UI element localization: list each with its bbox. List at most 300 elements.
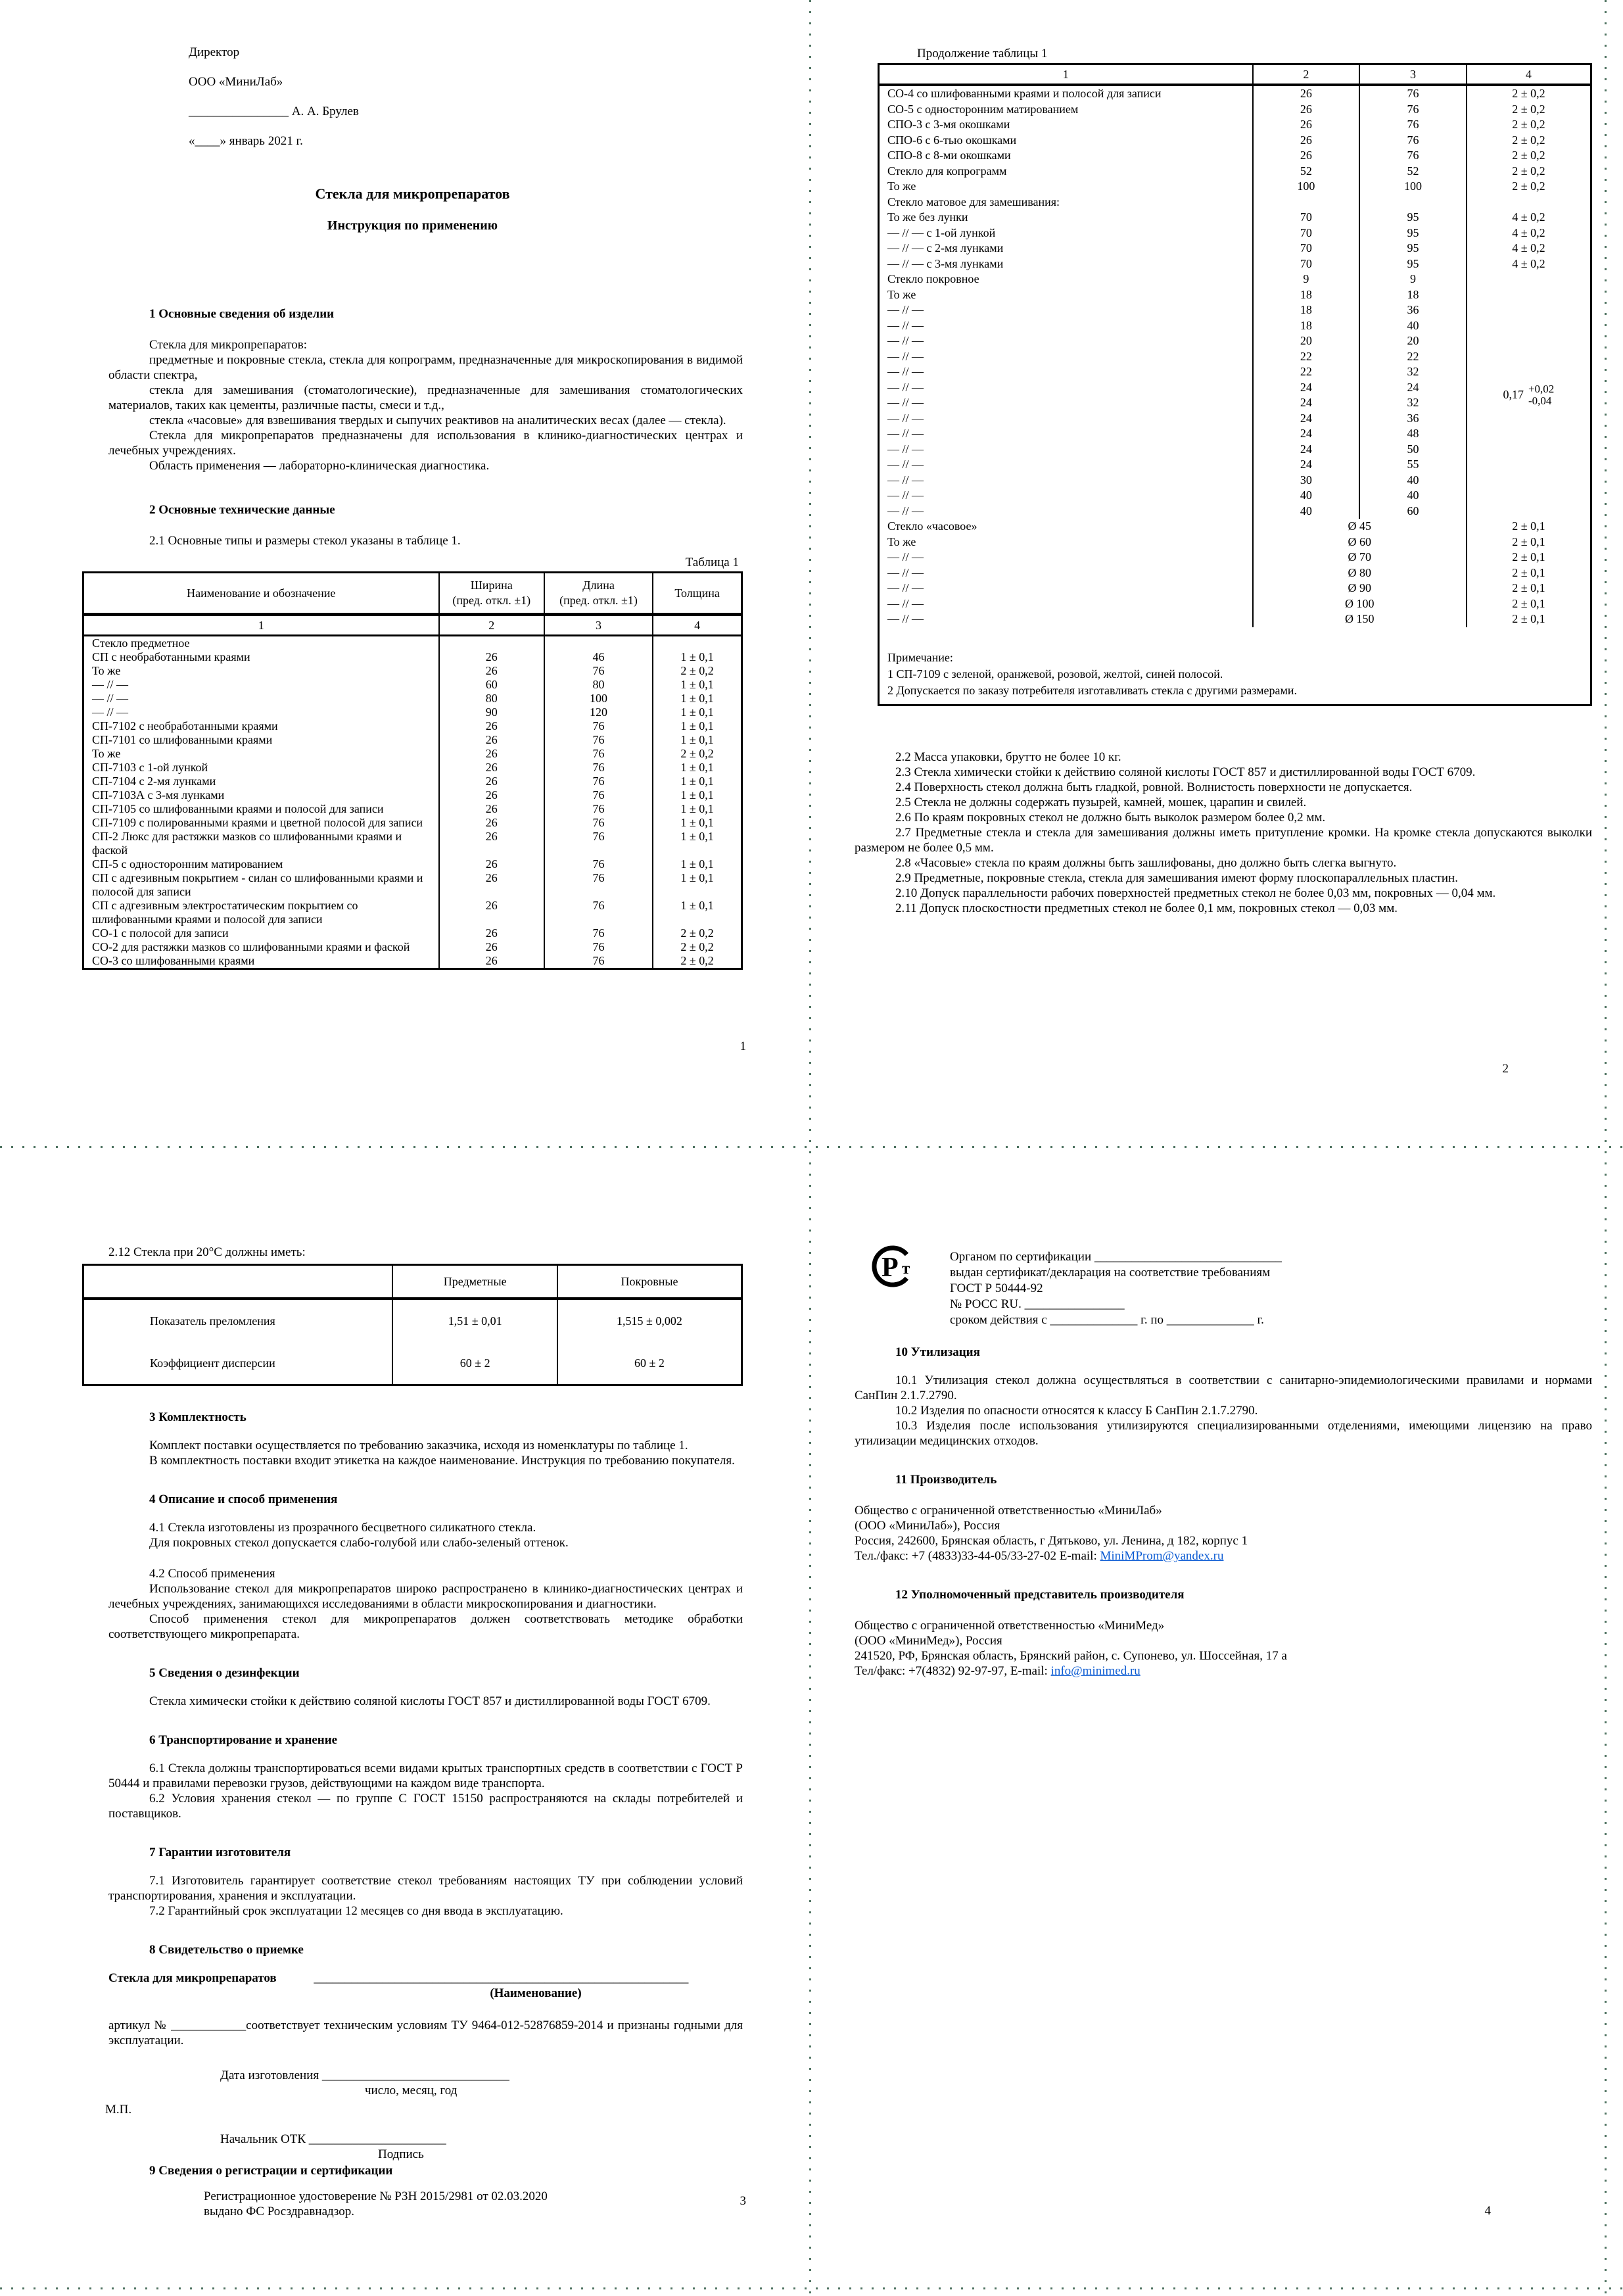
table-cell: То же xyxy=(92,747,121,760)
table-cell: 76 xyxy=(544,926,653,940)
table-cell xyxy=(1359,195,1467,210)
cert-line: сроком действия с ______________ г. по ______________ г. xyxy=(950,1313,1264,1327)
table-cell: 24 xyxy=(1253,457,1360,473)
table-header-row xyxy=(83,1265,742,1299)
table-cell: 9 xyxy=(1359,272,1467,287)
date-hint-label: число, месяц, год xyxy=(365,2084,458,2097)
table-row xyxy=(83,1299,742,1342)
table-row xyxy=(879,195,1591,210)
table-cell: 24 xyxy=(1253,426,1360,442)
table-cell: 52 xyxy=(1359,164,1467,179)
table-cell: Стекло предметное xyxy=(92,636,190,650)
table-cell: 2 ± 0,2 xyxy=(1467,179,1591,195)
table-cell: Стекло матовое для замешивания: xyxy=(887,195,1060,208)
table-cell: 2 ± 0,2 xyxy=(653,747,741,761)
table-row xyxy=(879,256,1591,272)
table-cell: 18 xyxy=(1253,318,1360,334)
table-cell: — // — xyxy=(887,458,924,471)
manufacturer-contact-line xyxy=(855,1548,1592,1564)
approval-director: Директор xyxy=(189,45,240,59)
table-cell: 32 xyxy=(1359,364,1467,380)
table-cell: 1 ± 0,1 xyxy=(653,761,741,775)
approval-company: ООО «МиниЛаб» xyxy=(189,75,283,89)
table-cell: 4 ± 0,2 xyxy=(1467,226,1591,241)
table-row xyxy=(879,581,1591,596)
paragraph-2-12: 2.12 Стекла при 20°С должны иметь: xyxy=(108,1245,306,1259)
table-cell: 26 xyxy=(439,816,544,830)
table-row xyxy=(83,636,742,651)
table-cell: 2 ± 0,2 xyxy=(1467,133,1591,149)
table-cell: 55 xyxy=(1359,457,1467,473)
table-cell: 2 ± 0,2 xyxy=(653,926,741,940)
paragraph: 2.1 Основные типы и размеры стекол указаны в таблице 1. xyxy=(149,534,461,548)
table-cell: — // — xyxy=(887,411,924,425)
table-cell: 40 xyxy=(1253,488,1360,504)
table-cell: 2 ± 0,2 xyxy=(653,954,741,969)
table-cell xyxy=(439,636,544,651)
paragraph: В комплектность поставки входит этикетка на каждое наименование. Инструкция по требованию покупателя. xyxy=(149,1454,735,1468)
otk-chief-line: Начальник ОТК ______________________ xyxy=(220,2132,446,2146)
table-cell: 1 ± 0,1 xyxy=(653,719,741,733)
registration-certificate-line: Регистрационное удостоверение № РЗН 2015/2981 от 02.03.2020 xyxy=(204,2189,548,2203)
table-cell: 76 xyxy=(544,747,653,761)
section-11-heading: 11 Производитель xyxy=(895,1473,997,1487)
table-cell: 90 xyxy=(439,706,544,719)
page-1 xyxy=(82,37,743,970)
table-cell: 70 xyxy=(1253,256,1360,272)
table-cell xyxy=(1253,195,1360,210)
table-cell: 26 xyxy=(1253,133,1360,149)
table-cell: СПО-3 с 3-мя окошками xyxy=(887,118,1010,131)
column-header-line: Ширина xyxy=(470,579,513,592)
table-cell: 20 xyxy=(1253,333,1360,349)
table-cell: — // — с 3-мя лунками xyxy=(887,256,1004,270)
table-cell: 26 xyxy=(439,830,544,857)
table-cell: 76 xyxy=(544,830,653,857)
approval-block xyxy=(189,37,743,156)
table-cell: 100 xyxy=(544,692,653,706)
table-cell: 2 ± 0,2 xyxy=(1467,117,1591,133)
table-row xyxy=(83,871,742,899)
table-cell: 76 xyxy=(1359,102,1467,118)
table-cell: 1 ± 0,1 xyxy=(653,857,741,871)
table-cell: 0,17 +0,02 -0,04 xyxy=(1467,272,1591,519)
table-cell: СП-2 Люкс для растяжки мазков со шлифованными краями и фаской xyxy=(92,830,402,857)
product-name-line xyxy=(108,1971,743,1986)
table-cell: СО-4 со шлифованными краями и полосой для записи xyxy=(887,87,1162,100)
representative-line: Общество с ограниченной ответственностью «МиниМед» xyxy=(855,1619,1165,1633)
table-cell: — // — xyxy=(887,612,924,625)
table-cell: — // — с 1-ой лункой xyxy=(887,226,996,239)
table-cell: 26 xyxy=(1253,85,1360,102)
representative-line: 241520, РФ, Брянская область, Брянский район, с. Супонево, ул. Шоссейная, 17 а xyxy=(855,1649,1287,1663)
svg-text:Р: Р xyxy=(882,1253,899,1283)
table-row xyxy=(83,816,742,830)
table-cell: 1 ± 0,1 xyxy=(653,733,741,747)
page-number-2: 2 xyxy=(1502,1062,1509,1076)
table-row xyxy=(879,627,1591,706)
column-header: Наименование и обозначение xyxy=(83,573,439,615)
table-cell: СП-7103 с 1-ой лункой xyxy=(92,761,208,774)
certification-block xyxy=(855,1220,1592,1345)
table-cell: 76 xyxy=(544,733,653,747)
manufacture-date-line: Дата изготовления ______________________________ xyxy=(220,2069,509,2082)
table-row xyxy=(83,899,742,926)
paragraph: Стекла химически стойки к действию соляной кислоты ГОСТ 857 и дистиллированной воды ГОСТ 6709. xyxy=(149,1694,711,1708)
table-cell: 26 xyxy=(439,775,544,788)
table-cell: 40 xyxy=(1253,504,1360,519)
table-cell: 76 xyxy=(1359,148,1467,164)
column-header: Предметные xyxy=(392,1265,557,1299)
table-cell: 2 ± 0,1 xyxy=(1467,565,1591,581)
table-cell: То же xyxy=(887,179,916,193)
table-cell: Стекло для копрограмм xyxy=(887,164,1007,178)
paragraph: 10.1 Утилизация стекол должна осуществляться в соответствии с санитарно-эпидемиологическими правилами и нормами СанПин 2.1.7.2790. xyxy=(855,1374,1592,1402)
manufacturer-line: Россия, 242600, Брянская область, г Дятьково, ул. Ленина, д 182, корпус 1 xyxy=(855,1534,1248,1548)
paragraph: Способ применения стекол для микропрепаратов должен соответствовать методике обработки соответствующего микропрепарата. xyxy=(108,1612,743,1641)
table-cell: Коэффициент дисперсии xyxy=(150,1356,275,1370)
article-paragraph: артикул № ____________соответствует техническим условиям ТУ 9464-012-52876859-2014 и признаны годными для эксплуатации. xyxy=(108,2019,743,2047)
table-cell: 26 xyxy=(439,650,544,664)
document-subtitle: Инструкция по применению xyxy=(327,218,498,233)
table-cell: 40 xyxy=(1359,473,1467,489)
table-cell: СО-2 для растяжки мазков со шлифованными краями и фаской xyxy=(92,940,410,953)
paragraph: 7.2 Гарантийный срок эксплуатации 12 месяцев со дня ввода в эксплуатацию. xyxy=(149,1904,563,1918)
section-9-heading: 9 Сведения о регистрации и сертификации xyxy=(149,2164,393,2178)
table-row xyxy=(83,747,742,761)
column-header xyxy=(439,573,544,615)
table-cell: 26 xyxy=(1253,117,1360,133)
representative-email-link[interactable]: info@minimed.ru xyxy=(1050,1664,1141,1678)
table-cell: То же xyxy=(887,287,916,301)
table-cell: — // — xyxy=(887,550,924,563)
table-header-row xyxy=(83,573,742,615)
name-hint-label: (Наименование) xyxy=(490,1986,582,2000)
column-number: 1 xyxy=(83,615,439,636)
table-cell: 24 xyxy=(1359,380,1467,396)
table-cell: 2 ± 0,2 xyxy=(653,664,741,678)
table-cell: 22 xyxy=(1359,349,1467,365)
table-cell: 1 ± 0,1 xyxy=(653,816,741,830)
table-cell: 76 xyxy=(544,775,653,788)
table-row xyxy=(879,226,1591,241)
table-cell: 1 ± 0,1 xyxy=(653,678,741,692)
paragraph: 2.11 Допуск плоскостности предметных стекол не более 0,1 мм, покровных стекол — 0,03 мм. xyxy=(895,901,1398,915)
table-cell: 2 ± 0,1 xyxy=(1467,596,1591,612)
section-6-heading: 6 Транспортирование и хранение xyxy=(149,1733,338,1747)
table-cell: 1 ± 0,1 xyxy=(653,706,741,719)
table-row xyxy=(879,133,1591,149)
paragraph: 6.2 Условия хранения стекол — по группе С ГОСТ 15150 распространяются на склады потребителей и поставщиков. xyxy=(108,1792,743,1821)
table-cell: — // — xyxy=(887,473,924,487)
table-cell: — // — xyxy=(887,303,924,316)
table-cell: 2 ± 0,1 xyxy=(1467,535,1591,550)
table-cell: — // — xyxy=(887,427,924,440)
table-1-glass-types xyxy=(82,571,743,970)
table-cell: — // — xyxy=(92,706,129,719)
paragraph: 10.2 Изделия по опасности относятся к классу Б СанПин 2.1.7.2790. xyxy=(895,1404,1258,1418)
manufacturer-contact-prefix: Тел./факс: +7 (4833)33-44-05/33-27-02 E-mail: xyxy=(855,1549,1100,1563)
paragraph: стекла «часовые» для взвешивания твердых и сыпучих реактивов на аналитических весах (далее — стекла). xyxy=(149,414,726,427)
cert-line: ГОСТ Р 50444-92 xyxy=(950,1281,1043,1295)
page-4 xyxy=(855,1220,1592,1679)
table-cell: 22 xyxy=(1253,349,1360,365)
column-header: Толщина xyxy=(653,573,741,615)
table-cell: 2 ± 0,1 xyxy=(1467,611,1591,627)
table-row xyxy=(83,830,742,857)
paragraph: 2.3 Стекла химически стойки к действию соляной кислоты ГОСТ 857 и дистиллированной воды ГОСТ 6709. xyxy=(895,765,1476,779)
table-cell: 120 xyxy=(544,706,653,719)
section-7-heading: 7 Гарантии изготовителя xyxy=(149,1846,291,1859)
paragraph: Стекла для микропрепаратов: xyxy=(149,338,308,352)
table-cell: 4 ± 0,2 xyxy=(1467,256,1591,272)
table-cell: 24 xyxy=(1253,380,1360,396)
paragraph: Область применения — лабораторно-клиническая диагностика. xyxy=(149,459,490,473)
approval-signature-line: ________________ А. А. Брулев xyxy=(189,105,359,118)
table-cell: СПО-6 с 6-тью окошками xyxy=(887,133,1017,147)
table-cell: 1 ± 0,1 xyxy=(653,775,741,788)
table-cell: СО-3 со шлифованными краями xyxy=(92,954,255,967)
table-1-continuation xyxy=(878,63,1592,706)
table-row xyxy=(879,102,1591,118)
table-row xyxy=(83,650,742,664)
table-row xyxy=(879,535,1591,550)
table-cell: 26 xyxy=(1253,148,1360,164)
column-header-line: Длина xyxy=(582,579,615,592)
table-cell: — // — xyxy=(887,318,924,332)
cutline-vertical-center xyxy=(809,0,811,2296)
paragraph: Для покровных стекол допускается слабо-голубой или слабо-зеленый оттенок. xyxy=(149,1536,569,1550)
cutline-vertical-right xyxy=(1605,0,1607,2296)
table-cell: 2 ± 0,2 xyxy=(1467,85,1591,102)
table-cell: 2 ± 0,1 xyxy=(1467,519,1591,535)
paragraph: Стекла для микропрепаратов предназначены для использования в клинико-диагностических центрах и лечебных учреждениях. xyxy=(108,429,743,458)
table-1-caption: Таблица 1 xyxy=(685,556,739,569)
column-number-row xyxy=(83,615,742,636)
table-cell: 26 xyxy=(439,788,544,802)
table-row xyxy=(879,179,1591,195)
table-cell: 2 ± 0,1 xyxy=(1467,581,1591,596)
table-cell: 26 xyxy=(439,802,544,816)
table-cell: — // — xyxy=(887,596,924,610)
cutline-horizontal-bottom xyxy=(0,2287,1623,2289)
table-cell: 1 ± 0,1 xyxy=(653,692,741,706)
table-cell: 18 xyxy=(1359,287,1467,303)
paragraph: предметные и покровные стекла, стекла для копрограмм, предназначенные для микроскопирования в видимой области спектра, xyxy=(108,353,743,382)
table-cell: СП-5 с односторонним матированием xyxy=(92,857,283,871)
table-cell: 76 xyxy=(544,664,653,678)
product-name-label: Стекла для микропрепаратов xyxy=(108,1971,277,1985)
paragraph: Комплект поставки осуществляется по требованию заказчика, исходя из номенклатуры по таблице 1. xyxy=(149,1439,688,1452)
table-cell: 2 ± 0,2 xyxy=(1467,102,1591,118)
table-row xyxy=(83,788,742,802)
certification-text xyxy=(950,1220,1592,1328)
table-cell: 26 xyxy=(439,940,544,954)
table-row xyxy=(879,272,1591,287)
table-cell: 2 ± 0,2 xyxy=(653,940,741,954)
table-cell: Ø 150 xyxy=(1253,611,1467,627)
table-cell: Стекло покровное xyxy=(887,272,979,285)
table-cell: Ø 70 xyxy=(1253,550,1467,565)
table-cell: 1 ± 0,1 xyxy=(653,830,741,857)
table-cell: 26 xyxy=(439,747,544,761)
section-1-heading: 1 Основные сведения об изделии xyxy=(149,307,335,321)
cert-line: № РОСС RU. ________________ xyxy=(950,1297,1125,1311)
paragraph: 2.2 Масса упаковки, брутто не более 10 кг. xyxy=(895,750,1121,764)
column-number: 3 xyxy=(1359,64,1467,85)
table-row xyxy=(83,706,742,719)
column-header xyxy=(544,573,653,615)
column-number: 1 xyxy=(879,64,1253,85)
page-number-3: 3 xyxy=(740,2194,746,2208)
table-cell: 2 ± 0,2 xyxy=(1467,148,1591,164)
table-cell: Ø 60 xyxy=(1253,535,1467,550)
table-cell: 22 xyxy=(1253,364,1360,380)
fill-in-line: ____________________________________________________________ xyxy=(314,1971,689,1985)
page-3 xyxy=(82,1220,743,2219)
table-cell: СП с адгезивным покрытием - силан со шлифованными краями и полосой для записи xyxy=(92,871,423,898)
table-cell: 76 xyxy=(544,954,653,969)
table-cell: 26 xyxy=(439,664,544,678)
table-cell: 1,51 ± 0,01 xyxy=(392,1299,557,1342)
table-cell: 2 ± 0,1 xyxy=(1467,550,1591,565)
table-cell: 76 xyxy=(544,871,653,899)
table-cell: — // — xyxy=(92,692,129,705)
table-cell: СП-7103А с 3-мя лунками xyxy=(92,788,225,801)
table-cell: 2 ± 0,2 xyxy=(1467,164,1591,179)
table-row xyxy=(879,210,1591,226)
table-cell: 76 xyxy=(1359,133,1467,149)
table-row xyxy=(879,164,1591,179)
table-cell: 24 xyxy=(1253,411,1360,427)
column-header: Покровные xyxy=(557,1265,742,1299)
column-number: 2 xyxy=(439,615,544,636)
table-cell: 1 ± 0,1 xyxy=(653,871,741,899)
table-cell: Ø 80 xyxy=(1253,565,1467,581)
table-cell: 76 xyxy=(544,761,653,775)
table-row xyxy=(879,550,1591,565)
table-cell: 26 xyxy=(439,733,544,747)
table-row xyxy=(83,954,742,969)
representative-line: (ООО «МиниМед»), Россия xyxy=(855,1634,1002,1648)
section-3-heading: 3 Комплектность xyxy=(149,1410,247,1424)
table-row xyxy=(83,678,742,692)
section-8-heading: 8 Свидетельство о приемке xyxy=(149,1943,304,1957)
table-cell: 70 xyxy=(1253,241,1360,256)
table-cell: 24 xyxy=(1253,442,1360,458)
section-2-heading: 2 Основные технические данные xyxy=(149,503,335,517)
table-cell: 4 ± 0,2 xyxy=(1467,241,1591,256)
table-cell: То же xyxy=(92,664,121,677)
table-refraction xyxy=(82,1264,743,1386)
table-cell: — // — xyxy=(887,365,924,378)
page-number-1: 1 xyxy=(740,1040,746,1053)
table-cell: 1 ± 0,1 xyxy=(653,788,741,802)
table-cell: 100 xyxy=(1253,179,1360,195)
table-row xyxy=(83,775,742,788)
table-cell: 76 xyxy=(544,816,653,830)
table-cell: 70 xyxy=(1253,226,1360,241)
table-cell: 26 xyxy=(1253,102,1360,118)
table-cell: 1 ± 0,1 xyxy=(653,650,741,664)
table-row xyxy=(83,1342,742,1385)
page-number-4: 4 xyxy=(1484,2204,1491,2218)
table-cell: 36 xyxy=(1359,302,1467,318)
table-cell: — // — xyxy=(887,442,924,456)
table-cell: 76 xyxy=(1359,85,1467,102)
column-number: 2 xyxy=(1253,64,1360,85)
paragraph: 2.10 Допуск параллельности рабочих поверхностей предметных стекол не более 0,03 мм, покровных — 0,04 мм. xyxy=(895,886,1496,900)
table-cell: 24 xyxy=(1253,395,1360,411)
table-cell: 32 xyxy=(1359,395,1467,411)
table-cell: СП с необработанными краями xyxy=(92,650,250,663)
table-cell: — // — xyxy=(887,349,924,363)
column-number: 4 xyxy=(653,615,741,636)
table-cell: Ø 90 xyxy=(1253,581,1467,596)
table-cell: 60 ± 2 xyxy=(557,1342,742,1385)
table-row xyxy=(83,664,742,678)
table-cell: 1,515 ± 0,002 xyxy=(557,1299,742,1342)
table-cell: 26 xyxy=(439,954,544,969)
table-cell: — // — с 2-мя лунками xyxy=(887,241,1004,254)
table-cell: То же xyxy=(887,535,916,548)
paragraph: стекла для замешивания (стоматологические), предназначенные для замешивания стоматологических материалов, таких как цементы, различные пасты, смеси и т.д., xyxy=(108,383,743,412)
table-cell: СП-7104 с 2-мя лунками xyxy=(92,775,216,788)
table-cell: Ø 45 xyxy=(1253,519,1467,535)
table-cell: СП-7102 с необработанными краями xyxy=(92,719,278,732)
table-cell: — // — xyxy=(887,396,924,409)
table-cell: 60 xyxy=(1359,504,1467,519)
table-cell xyxy=(653,636,741,651)
manufacturer-email-link[interactable]: MiniMProm@yandex.ru xyxy=(1100,1549,1224,1563)
table-row xyxy=(83,733,742,747)
table-cell: — // — xyxy=(92,678,129,691)
table-cell: — // — xyxy=(887,334,924,347)
table-row xyxy=(879,241,1591,256)
table-cell: То же без лунки xyxy=(887,210,968,224)
table-cell xyxy=(544,636,653,651)
table-row xyxy=(83,692,742,706)
paragraph: 7.1 Изготовитель гарантирует соответствие стекол требованиям настоящих ТУ при соблюдении условий транспортирования, хранения и эксплуатации. xyxy=(108,1874,743,1903)
paragraph: 2.8 «Часовые» стекла по краям должны быть зашлифованы, дно должно быть слегка выгнуто. xyxy=(895,855,1397,870)
table-cell: 76 xyxy=(544,940,653,954)
table-cell: СО-5 с односторонним матированием xyxy=(887,102,1079,116)
table-cell: 48 xyxy=(1359,426,1467,442)
paragraph: 6.1 Стекла должны транспортироваться всеми видами крытых транспортных средств в соответствии с ГОСТ Р 50444 и правилами перевозки грузов, действующими на каждом виде транспорта. xyxy=(108,1761,743,1790)
table-cell: 26 xyxy=(439,719,544,733)
table-cell: 20 xyxy=(1359,333,1467,349)
table-cell: 40 xyxy=(1359,488,1467,504)
table-cell: 76 xyxy=(1359,117,1467,133)
table-cell: 95 xyxy=(1359,226,1467,241)
table-cell: 18 xyxy=(1253,287,1360,303)
table-cell: 100 xyxy=(1359,179,1467,195)
section-4-heading: 4 Описание и способ применения xyxy=(149,1493,338,1506)
table-cell: СП с адгезивным электростатическим покрытием со шлифованными краями и полосой для записи xyxy=(92,899,358,926)
table-cell: 76 xyxy=(544,802,653,816)
paragraph: 2.9 Предметные, покровные стекла, стекла для замешивания имеют форму плоскопараллельных пластин. xyxy=(895,871,1458,885)
table-row xyxy=(83,802,742,816)
section-10-heading: 10 Утилизация xyxy=(895,1345,980,1359)
table-cell: 26 xyxy=(439,926,544,940)
paragraph: 2.4 Поверхность стекол должна быть гладкой, ровной. Волнистость поверхности не допускается. xyxy=(895,780,1413,794)
stamp-place-label: М.П. xyxy=(105,2103,132,2117)
table-cell: 76 xyxy=(544,788,653,802)
table-cell: Стекло «часовое» xyxy=(887,519,977,533)
table-cell: 52 xyxy=(1253,164,1360,179)
table-row xyxy=(879,611,1591,627)
table-cell: 26 xyxy=(439,857,544,871)
